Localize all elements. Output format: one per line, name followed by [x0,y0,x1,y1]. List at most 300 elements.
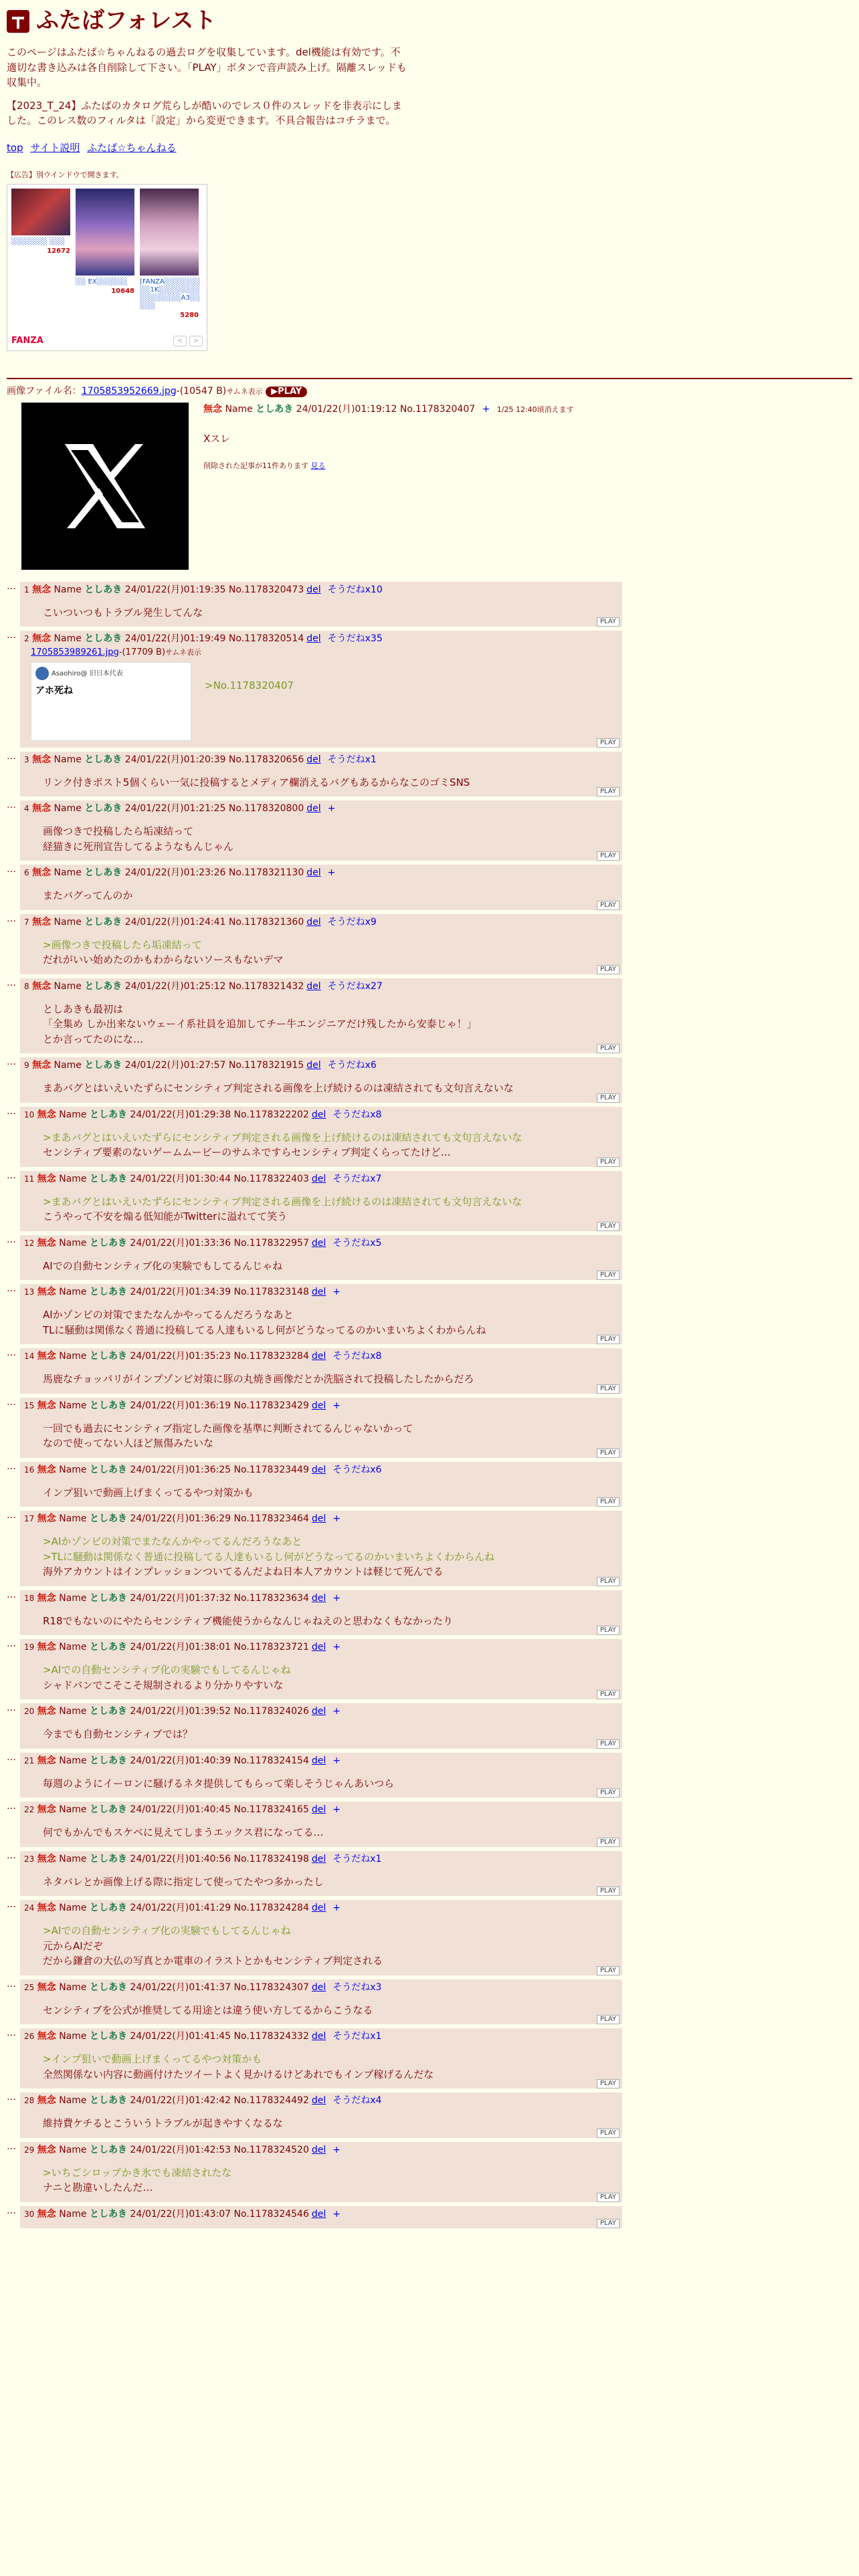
reply-name: としあき [89,1903,127,1913]
reply-subject: 無念 [37,1513,56,1524]
del-button[interactable]: del [311,1755,326,1766]
x-logo-icon [55,436,155,536]
reply-play-button[interactable]: PLAY [597,1626,619,1635]
sodane-button[interactable]: そうだねx6 [327,1060,377,1071]
reply-box [20,1057,622,1103]
sodane-button[interactable]: そうだねx3 [332,1981,382,1993]
reply-line: 元からAIだぞ [43,1939,103,1952]
del-button[interactable]: del [306,803,321,814]
reply-box [20,865,622,910]
sodane-button[interactable]: そうだねx1 [332,2031,382,2042]
reply-index: 22 [24,1805,35,1814]
reply-index: 25 [24,1982,35,1992]
sodane-button[interactable]: + [332,1642,341,1652]
reply-play-button[interactable]: PLAY [597,2079,619,2088]
reply-dots: … [7,630,16,641]
reply-play-button[interactable]: PLAY [597,617,619,627]
reply-body [43,1081,618,1096]
reply-date: 24/01/22(月)01:42:53 [130,2144,231,2155]
del-button[interactable]: del [311,1173,326,1184]
reply [7,2142,852,2202]
reply-subject: 無念 [32,867,52,878]
reply-subject: 無念 [37,1351,56,1362]
reply-index: 30 [24,2209,35,2219]
reply [7,1900,852,1975]
reply-name: としあき [84,916,122,928]
thread [7,385,852,2228]
quote-line: >TLに騒動は関係なく普通に投稿してる人達もいるし何がどうなってるのかいまいちよくわからんね [43,1550,495,1563]
reply-play-button[interactable]: PLAY [597,2129,619,2138]
reply-play-button[interactable]: PLAY [597,1384,619,1394]
reply-dots: … [7,1170,16,1181]
reply-box [20,1639,622,1699]
reply-date: 24/01/22(月)01:23:26 [124,867,226,878]
sodane-button[interactable]: + [332,1592,341,1604]
reply-line: R18でもないのにやたらセンシティブ機能使うからなんじゃねえのと思わなくもなかったり [43,1614,453,1627]
reply-subject: 無念 [37,1755,56,1766]
del-button[interactable]: del [311,1400,326,1411]
reply-header [24,2208,618,2222]
reply-box [20,752,622,797]
op-file-info [7,385,852,399]
reply-date: 24/01/22(月)01:21:25 [124,803,226,814]
reply-play-button[interactable]: PLAY [597,1093,619,1103]
reply-body [43,1130,618,1160]
reply [7,582,852,627]
reply [7,1284,852,1344]
reply-name-label: Name [54,1060,82,1071]
reply-name-label: Name [59,1351,87,1362]
reply-line: AIでの自動センシティブ化の実験でもしてるんじゃね [43,1259,283,1272]
del-button[interactable]: del [311,1513,326,1524]
reply-name: としあき [89,1706,127,1717]
reply-number[interactable]: No.1178323429 [233,1400,309,1411]
reply-number[interactable]: No.1178324546 [233,2208,309,2220]
reply-index: 9 [24,1061,29,1070]
reply-number[interactable]: No.1178321360 [228,916,304,928]
reply-header [24,2143,618,2157]
sodane-button[interactable]: + [332,1903,341,1913]
reply-subject: 無念 [37,1464,56,1475]
reply-body [43,1776,618,1792]
reply-play-button[interactable]: PLAY [597,1158,619,1167]
reply [7,631,852,748]
ad-item-title[interactable]: [FANZA░░░░░░░ ░░1K░░░░░░░░ ░░░░░░░░A3░░ ░░░ [140,278,201,310]
reply-header [24,1059,618,1073]
reply-name: としあき [89,1400,127,1411]
ad-item[interactable] [76,189,134,320]
sodane-button[interactable]: そうだねx35 [327,633,383,644]
reply-file-link[interactable]: 1705853989261.jpg [31,647,119,657]
fanza-logo[interactable]: FANZA [11,336,43,346]
reply-line: センシティブを公式が推奨してる用途とは違う使い方してるからこうなる [43,2004,373,2016]
reply-index: 4 [24,804,29,813]
reply-box [20,2028,622,2088]
reply-name-label: Name [59,1173,87,1184]
reply [7,752,852,797]
reply-subject: 無念 [32,980,52,992]
reply-number[interactable]: No.1178323464 [233,1513,309,1524]
reply-number[interactable]: No.1178322202 [233,1109,309,1120]
reply-body [43,1662,618,1693]
reply-header [24,1592,618,1606]
reply-dots: … [7,1234,16,1245]
reply-play-button[interactable]: PLAY [597,2193,619,2202]
op-image[interactable] [21,403,189,570]
del-button[interactable]: del [311,1903,326,1913]
sodane-button[interactable]: そうだねx7 [332,1173,382,1184]
reply-index: 7 [24,917,29,927]
op-date: 24/01/22(月)01:19:12 [296,403,397,415]
sodane-button[interactable]: そうだねx5 [332,1237,382,1249]
reply-subject: 無念 [37,1642,56,1652]
reply-dots: … [7,580,16,592]
reply-line: だから鎌倉の大仏の写真とか電車のイラストとかもセンシティブ判定される [43,1955,383,1967]
op-file-link[interactable]: 1705853952669.jpg [81,385,177,397]
reply-header [24,632,618,646]
reply-index: 15 [24,1400,35,1410]
del-button[interactable]: del [306,584,321,595]
ad-thumbnail[interactable] [11,189,70,235]
reply-line: 経猫きに死刑宣告してるようなもんじゃん [43,840,234,853]
op-thumb-note: サムネ表示 [226,387,263,396]
reply-name: としあき [84,584,122,595]
reply-name-label: Name [54,916,82,928]
reply-play-button[interactable]: PLAY [597,1577,619,1586]
reply [7,1802,852,1847]
reply-name: としあき [84,803,122,814]
reply-play-button[interactable]: PLAY [597,2219,619,2228]
reply-dots: … [7,1899,16,1910]
reply-play-button[interactable]: PLAY [597,901,619,910]
reply-play-button[interactable]: PLAY [597,965,619,974]
quote-link[interactable]: >No.1178320407 [205,679,294,691]
futaba-logo-icon [7,10,29,33]
reply-number[interactable]: No.1178320514 [228,633,304,644]
reply-date: 24/01/22(月)01:33:36 [130,1237,231,1249]
op-body: Xスレ [203,432,231,445]
show-deleted-link[interactable]: 見る [310,461,326,470]
reply-name: としあき [89,2144,127,2155]
del-button[interactable]: del [311,1109,326,1120]
ad-prev-button[interactable]: < [173,336,187,346]
reply-index: 28 [24,2096,35,2105]
reply-number[interactable]: No.1178321432 [228,980,304,992]
sodane-button[interactable]: そうだねx1 [327,754,377,765]
del-button[interactable]: del [311,1853,326,1864]
reply-box [20,1979,622,2025]
reply-name-label: Name [54,803,82,814]
reply-number[interactable]: No.1178324198 [233,1853,309,1864]
reply-name: としあき [84,980,122,992]
sodane-button[interactable]: そうだねx6 [332,1464,382,1475]
reply-line: まあバグとはいえいたずらにセンシティブ判定される画像を上げ続けるのは凍結されても文句言えないな [43,1082,514,1094]
sodane-button[interactable]: そうだねx8 [332,1351,382,1362]
reply-name: としあき [89,1981,127,1993]
reply-number[interactable]: No.1178320473 [228,584,304,595]
nav-top-link[interactable]: top [7,141,23,154]
reply-subject: 無念 [37,1981,56,1993]
reply-number[interactable]: No.1178323721 [233,1642,309,1652]
reply-play-button[interactable]: PLAY [597,1887,619,1896]
reply-play-button[interactable]: PLAY [597,1966,619,1975]
ad-thumbnail[interactable] [76,189,134,276]
sodane-button[interactable]: + [332,1706,341,1717]
reply-line: 画像つきで投稿したら垢凍結って [43,825,194,837]
reply-number[interactable]: No.1178322957 [233,1237,309,1249]
reply-date: 24/01/22(月)01:24:41 [124,916,226,928]
ad-item[interactable] [11,189,70,320]
reply-name-label: Name [59,1706,87,1717]
reply-name-label: Name [59,1237,87,1249]
reply-number[interactable]: No.1178324284 [233,1903,309,1913]
reply-image[interactable] [31,662,191,741]
reply-name-label: Name [59,2144,87,2155]
reply-date: 24/01/22(月)01:20:39 [124,754,226,765]
sodane-button[interactable]: そうだねx8 [332,1109,382,1120]
reply-number[interactable]: No.1178324026 [233,1706,309,1717]
reply-list [7,582,852,2228]
reply-name-label: Name [59,1513,87,1524]
reply-subject: 無念 [37,1706,56,1717]
op-file-size: -(10547 B) [176,385,227,397]
quote-line: >まあバグとはいえいたずらにセンシティブ判定される画像を上げ続けるのは凍結されても文句言えないな [43,1131,522,1144]
del-button[interactable]: del [306,980,321,992]
reply-dots: … [7,1396,16,1408]
reply-header [24,1981,618,1995]
sodane-button[interactable]: そうだねx1 [332,1853,382,1864]
ad-box[interactable] [7,184,207,351]
reply-number[interactable]: No.1178321915 [228,1060,304,1071]
reply-thumb-note: サムネ表示 [165,648,201,657]
reply-index: 24 [24,1903,35,1913]
reply-date: 24/01/22(月)01:41:37 [130,1981,231,1993]
reply-name: としあき [89,1237,127,1249]
ad-thumbnail[interactable] [140,189,199,276]
reply-box [20,1753,622,1798]
reply-date: 24/01/22(月)01:35:23 [130,1351,231,1362]
reply-name-label: Name [59,1981,87,1993]
reply-name-label: Name [59,2208,87,2220]
del-button[interactable]: del [311,2031,326,2042]
sodane-button[interactable]: + [327,803,336,814]
reply-play-button[interactable]: PLAY [597,1222,619,1231]
del-button[interactable]: del [311,1237,326,1249]
reply-number[interactable]: No.1178322403 [233,1173,309,1184]
sodane-button[interactable]: + [332,2144,341,2155]
reply-line: シャドバンでこそこそ規制されるより分かりやすいな [43,1679,284,1691]
reply-box [20,1348,622,1394]
quote-line: >いちごシロップかき氷でも凍結されたな [43,2166,232,2179]
reply-dots: … [7,1703,16,1713]
del-button[interactable]: del [311,1351,326,1362]
del-button[interactable]: del [306,1060,321,1071]
reply-header [24,1901,618,1915]
reply-date: 24/01/22(月)01:36:29 [130,1513,231,1524]
reply-number[interactable]: No.1178323449 [233,1464,309,1475]
ad-item-title[interactable]: ░░░░░░░ ░░░ [11,237,66,245]
reply-body [43,1259,618,1274]
reply-number[interactable]: No.1178324332 [233,2031,309,2042]
ad-item-price: 5280 [180,311,199,319]
reply-header [24,1512,618,1526]
reply-body [43,775,618,790]
reply-body [43,1614,618,1629]
sodane-button[interactable]: そうだねx10 [327,584,383,595]
reply-date: 24/01/22(月)01:40:39 [130,1755,231,1766]
reply-index: 14 [24,1352,35,1361]
reply-number[interactable]: No.1178320800 [228,803,304,814]
reply-name-label: Name [59,1109,87,1120]
reply-number[interactable]: No.1178323148 [233,1287,309,1297]
ad-item-title[interactable]: ░░ EX░░░░░░ [76,278,128,286]
ad-item[interactable] [140,189,199,320]
sodane-button[interactable]: そうだねx4 [332,2095,382,2106]
del-button[interactable]: del [306,867,321,878]
reply-line: こうやって不安を煽る低知能がTwitterに溢れてて笑う [43,1210,288,1222]
del-button[interactable]: del [311,1706,326,1717]
reply-play-button[interactable]: PLAY [597,1271,619,1280]
reply-line: インプ狙いで動画上げまくってるやつ対策かも [43,1486,254,1499]
reply-number[interactable]: No.1178323634 [233,1592,309,1604]
reply [7,1639,852,1699]
reply-subject: 無念 [32,1060,52,1071]
del-button[interactable]: del [306,916,321,928]
reply-name-label: Name [59,1755,87,1766]
reply-date: 24/01/22(月)01:38:01 [130,1642,231,1652]
del-button[interactable]: del [311,2208,326,2220]
reply-dots: … [7,2092,16,2103]
reply-play-button[interactable]: PLAY [597,1788,619,1798]
reply-name: としあき [89,1642,127,1652]
op-number[interactable]: No.1178320407 [399,403,476,415]
reply-file-info [31,646,618,659]
del-button[interactable]: del [306,633,321,644]
reply-name: としあき [89,1464,127,1475]
reply-line: センシティブ要素のないゲームムービーのサムネですらセンシティブ判定くらってたけど… [43,1146,451,1158]
reply-subject: 無念 [37,1853,56,1864]
reply-play-button[interactable]: PLAY [597,738,619,748]
sodane-button[interactable]: + [332,1513,341,1524]
sodane-button[interactable]: + [327,867,336,878]
reply-play-button[interactable]: PLAY [597,1448,619,1458]
reply-name: としあき [89,2208,127,2220]
sodane-button[interactable]: + [332,1804,341,1815]
reply-index: 10 [24,1109,35,1119]
reply-number[interactable]: No.1178324492 [233,2095,309,2106]
reply-number[interactable]: No.1178323284 [233,1351,309,1362]
reply-index: 26 [24,2032,35,2041]
del-button[interactable]: del [311,1464,326,1475]
reply-line: としあきも最初は [43,1002,124,1015]
reply-line: 一回でも過去にセンシティブ指定した画像を基準に判断されてるんじゃないかって [43,1422,413,1434]
reply-name-label: Name [54,980,82,992]
sodane-button[interactable]: + [332,1400,341,1411]
reply-number[interactable]: No.1178324154 [233,1755,309,1766]
sodane-button[interactable]: + [332,1755,341,1766]
reply-body [43,1002,618,1047]
reply-date: 24/01/22(月)01:42:42 [130,2095,231,2106]
reply-play-button[interactable]: PLAY [597,1497,619,1507]
reply-play-button[interactable]: PLAY [597,851,619,861]
quote-line: >AIかゾンビの対策でまたなんかやってるんだろうなあと [43,1535,302,1547]
reply-body [43,1727,618,1742]
del-button[interactable]: del [306,754,321,765]
site-title: ふたばフォレスト [36,7,217,34]
del-button[interactable]: del [311,1804,326,1815]
reply-number[interactable]: No.1178324165 [233,1804,309,1815]
reply-box [20,1284,622,1344]
reply-body [43,1421,618,1451]
reply-play-button[interactable]: PLAY [597,1838,619,1847]
del-button[interactable]: del [311,1642,326,1652]
reply [7,2092,852,2138]
del-button[interactable]: del [311,1592,326,1604]
reply-dots: … [7,1057,16,1067]
reply-name: としあき [89,2031,127,2042]
reply-subject: 無念 [37,2095,56,2106]
reply-number[interactable]: No.1178324307 [233,1981,309,1993]
reply-line: 全然関係ない内容に動画付けたツイートよく見かけるけどあれでもインプ稼げるんだな [43,2068,434,2080]
reply-line: TLに騒動は関係なく普通に投稿してる人達もいるし何がどうなってるのかいまいちよくわからんね [43,1323,486,1336]
reply-play-button[interactable]: PLAY [597,2015,619,2024]
reply-dots: … [7,1589,16,1600]
reply-header [24,1285,618,1299]
reply-name-label: Name [59,1642,87,1652]
reply-name-label: Name [59,2031,87,2042]
op-name: としあき [256,403,294,415]
del-button[interactable]: del [311,2095,326,2106]
reply-body [43,1372,618,1387]
reply-number[interactable]: No.1178320656 [228,754,304,765]
reply-line: とか言ってたのにな… [43,1033,144,1045]
nav-about-link[interactable]: サイト説明 [30,141,80,154]
del-button[interactable]: del [311,2144,326,2155]
reply-subject: 無念 [32,916,52,928]
reply-index: 23 [24,1854,35,1864]
reply-number[interactable]: No.1178321130 [228,867,304,878]
reply-header [24,866,618,880]
reply-play-button[interactable]: PLAY [597,1044,619,1053]
reply-body [43,1485,618,1501]
reply-number[interactable]: No.1178324520 [233,2144,309,2155]
sodane-button[interactable]: そうだねx9 [327,916,377,928]
reply-box [20,2092,622,2138]
sodane-button[interactable]: そうだねx27 [327,980,383,992]
reply-name-label: Name [59,1287,87,1297]
reply [7,2028,852,2088]
op-play-button[interactable]: ▶PLAY [266,387,307,397]
del-button[interactable]: del [311,1981,326,1993]
quote-line: >AIでの自動センシティブ化の実験でもしてるんじゃね [43,1925,291,1937]
reply-play-button[interactable]: PLAY [597,787,619,796]
reply-play-button[interactable]: PLAY [597,1690,619,1699]
reply-play-button[interactable]: PLAY [597,1739,619,1749]
reply-index: 6 [24,868,29,877]
reply-line: 今までも自動センシティブでは？ [43,1728,193,1740]
reply-index: 21 [24,1755,35,1765]
reply-index: 19 [24,1642,35,1652]
del-button[interactable]: del [311,1287,326,1297]
nav-futaba-link[interactable]: ふたば☆ちゃんねる [87,141,177,154]
reply-play-button[interactable]: PLAY [597,1335,619,1344]
op-sodane-button[interactable]: + [482,403,490,415]
reply-body [43,938,618,968]
ad-next-button[interactable]: > [189,336,203,346]
sodane-button[interactable]: + [332,2208,341,2220]
sodane-button[interactable]: + [332,1287,341,1297]
reply-subject: 無念 [37,1237,56,1249]
